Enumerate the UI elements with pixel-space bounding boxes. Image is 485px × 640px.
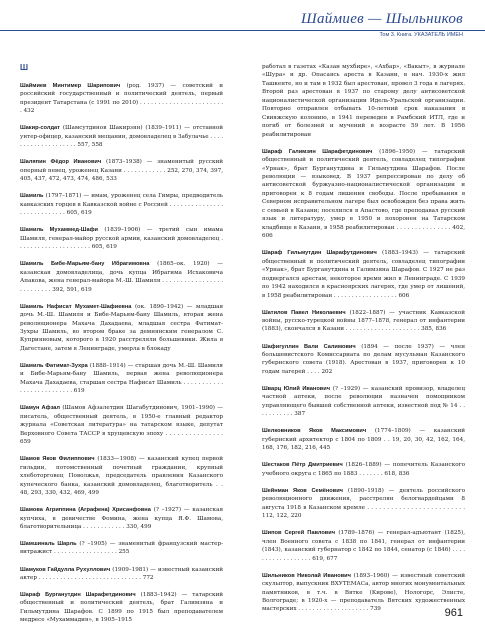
- index-column-left: [20, 63, 223, 633]
- entry-name: Шаймиев Минтимер Шарипович: [20, 83, 121, 89]
- header-subtitle: Том 3. Книга. УКАЗАТЕЛЬ ИМЕН: [379, 32, 463, 38]
- entry-name: Шакир-солдат: [20, 125, 60, 132]
- index-entry: [262, 309, 465, 334]
- entry-name: Шамиль Бибе-Марьям-бану Ибрагимовна: [20, 261, 150, 268]
- index-entry: [262, 63, 465, 139]
- entry-description: (1774–1809) — казанский губернский архитектор с 1804 по 1809 . . 19, 20, 30, 42, 162, 164, 168, 176, 182, 216, 445: [262, 428, 465, 452]
- index-entry: [262, 487, 465, 521]
- running-header: [0, 7, 485, 45]
- index-entry: [262, 385, 465, 419]
- entry-description: (Шамов Афзалетдин Шагабутдинович, 1901–1990) — писатель, общественный деятель, в 1950-е главный редактор журнала «Советская литература» на татарском языке, депутат Верховного Совета ТАССР в хрущевскую эпоху . . . . . . . . . . . . . . . 659: [20, 405, 223, 446]
- entry-description: (Шамсутдинов Шакирзян) (1839–1911) — отставной унтер-офицер, казанский мещанин, домовладелец в Забулачье . . . . . . . . . . . . . . . . . . . . 557, 558: [20, 125, 223, 149]
- entry-description: (1833—1908) — казанский купец первой гильдии, потомственный почетный гражданин, крупный хлеботорговец Поволжья, председатель правления Казанского купеческого банка, казанский домовладелец, благотворитель . . 48, 293, 330, 432, 469, 499: [20, 456, 223, 497]
- index-entry: [262, 427, 465, 452]
- entry-description: (1890–1918) — деятель российского революционного движения, расстрелян белогвардейцами 8 августа 1918 в Казанском кремле . . . . . . . . . . . . . . . . . . . . . . . . . 112, 122, 220: [262, 487, 465, 520]
- index-entry: [20, 158, 223, 183]
- index-entry: [20, 566, 223, 583]
- entry-description: (1789–1876) — генерал-адъютант (1825), член Военного совета с 1838 по 1841, генерал от инфантерии (1843), казанский губернатор с 1842 по 1844, сенатор (с 1846) . . . . . . . . . . . . . . . . . . 619, 677: [262, 530, 465, 562]
- index-entry: [20, 226, 223, 251]
- entry-name: Шараф Галимзян Шарафетдинович: [262, 148, 373, 155]
- index-entry: [262, 529, 465, 563]
- entry-name: Шамов Яков Филиппович: [20, 456, 95, 463]
- entry-name: Шипов Сергей Павлович: [262, 530, 336, 537]
- header-rule: [0, 30, 485, 31]
- index-entry: [262, 148, 465, 241]
- entry-description: (1822–1887) — участник Кавказской войны, русско-турецкой войны 1877–1878, генерал от инфантерии (1883), скончался в Казани . . . . . . . . . . . . . . . . . . . . . 385, 836: [262, 309, 465, 333]
- entry-description: (1865–ок. 1920) — казанская домовладелица, дочь купца Ибрагима Исхаковича Апакова, жена генерал-майора М.-Ш. Шамиля . . . . . . . . . . . . . . . . . . . . . . . . . . 392, 591, 619: [20, 261, 223, 293]
- entry-description: (1893–1960) — известный советский скульптор, выпускник ВХУТЕМАСа, автор многих монументальных памятников, в т.ч. в Вятке (Кирове), Нологорс, Элисте, Волгограде; в 1920-х — преподаватель Вятских художественных мастерских . . . . . . . . . . . . . . . . . . . . 739: [262, 572, 465, 613]
- entry-name: Шамуков Гайдулла Рухуллович: [20, 566, 111, 573]
- entry-name: Шестаков Пётр Дмитриевич: [262, 462, 343, 469]
- entry-description: (1883–1943) — татарский общественный и политический деятель, совладелец типографии «Урнак», брат Бурганутдина и Галимзяна Шарафов. С 1927 не раз подвергался арестам, некоторое время жил в Ленинграде. С 1939 по 1942 находился в красноярских лагерях, где умер от лишений, в 1958 реабилитирован . . . . . . . . . . . . . . . . . . 606: [262, 250, 466, 299]
- entry-name: Шамиль Фатимат-Зухра: [20, 362, 88, 369]
- entry-description: (ок. 1890–1942) — младшая дочь М.-Ш. Шамиля и Бибе-Марьям-бану Шамиль, вторая жена революционера Махача Дахадаева, младшая сестра Фатимат-Зухры Шамиль, во втором браке за демнянским генералом С. Куприяновым, которого в 1920 расстреляли большевики. Жила в Дагестане, затем в Ленинграде, умерла в блокаду: [20, 303, 224, 352]
- index-entry: [20, 455, 223, 497]
- entry-description: (1894 — после 1937) — член большевистского Комиссариата по делам мусульман Казанского губернского совета (1918). Арестован в 1937, приговорен к 10 годам лагерей . . . . 202: [262, 343, 465, 375]
- entry-description: (1888–1914) — старшая дочь М.-Ш. Шамиля и Бибе-Марьям-бану Шамиль, первая жена революционера Махача Дахадаева, старшая сестра Нафисат Шамиль . . . . . . . . . . . . . . . . . . . . . . . . . . 619: [20, 362, 223, 395]
- index-entry: [20, 192, 223, 217]
- entry-name: Шамиль Мухаммед-Шафи: [20, 227, 99, 234]
- entry-name: Шейнман Яков Семёнович: [262, 487, 343, 494]
- index-entry: [20, 124, 223, 149]
- index-entry: [262, 343, 465, 377]
- entry-name: Шамун Афзал: [20, 405, 61, 412]
- entry-description: (? –1905) — знаменитый французский мастер-витражист . . . . . . . . . . . . . . . . . . 255: [20, 541, 223, 556]
- entry-description: (род. 1937) — советский и российский государственный и политический деятель, первый президент Татарстана (с 1991 по 2010) . . . . . . . . . . . . . . . . . . . . . . . . 432: [20, 83, 223, 115]
- index-entry: [20, 591, 223, 625]
- entry-description: (1896–1950) — татарский общественный и политический деятель, совладелец типографии «Урнак», брат Бурганутдина и Гильмутдина Шарафов. После революции — языковед. В 1937 репрессирован по делу об антисоветской буржуазно-националистической организации и приговорен к 8 годам лишения свободы. После пребывания в Северном исправительном лагере был освобожден без права жить с семьей в Казани; поселился в Апастово, где преподавал русский язык и литературу, умер в 1950 и похоронен на Татарском кладбище в Казани, в 1958 реабилитирован . . . . . . . . . . . . . . . 402, 606: [262, 148, 466, 240]
- index-entry: [20, 362, 223, 396]
- entry-description: (? –1927) — казанская купчиха, в девичестве Фомина, жена купца Я.Ф. Шамова, благотворительница . . . . . . . . . . . . 330, 499: [20, 507, 224, 530]
- entry-description: (1873–1938) — знаменитый русский оперный певец, уроженец Казани . . . . . . . . . . . . 252, 270, 374, 397, 405, 437, 472, 473, 474, 486, 533: [20, 159, 223, 183]
- entry-description: (? –1929) — казанский провизор, владелец частной аптеки, после революции назначен помощником управляющего бывшей собственной аптеки, известной под № 14 . . . . . . . . . . . 387: [262, 385, 465, 418]
- index-entry: [20, 303, 223, 354]
- page-number: 961: [444, 607, 463, 619]
- index-entry: [20, 506, 223, 531]
- entry-name: Шварц Юлий Иванович: [262, 385, 330, 392]
- entry-name: Шафигуллин Вали Салимович: [262, 343, 356, 350]
- entry-description: (1797–1871) — имам, уроженец села Гимры, предводитель кавказских горцев в Кавказской войне с Россией . . . . . . . . . . . . . . . . . . . . . . . . . . . . 605, 619: [20, 193, 223, 217]
- entry-description: (1883–1942) — татарский общественный и политический деятель, брат Галимзяна и Гильмутдина Шарафов. С 1899 по 1915 был преподавателем медресе «Мухаммадия», в 1905–1915: [20, 592, 223, 624]
- index-entry: [262, 249, 465, 300]
- index-entry: [262, 461, 465, 478]
- section-letter: Ш: [20, 63, 29, 72]
- entry-name: Шамшиналь Шарль: [20, 541, 77, 548]
- entry-name: Шелковников Яков Максимович: [262, 428, 367, 435]
- entry-description: работал в газетах «Казан мухбире», «Ахбар», «Вакыт», в журнале «Шура» и др. Опасаясь ареста в Казани, в нач. 1930-х жил Ташкенте, но и там в 1932 был арестован, провел 3 года в лагерях. Второй раз арестован в 1937 по старому делу антисоветской националистической организации Идель-Уральской организации. Повторно отправлен отбывать 10-летний срок наказания в Свияжскую колонию, в 1941 переведен в Рамбский ИТЛ, где и погиб от болезней и мучений в возрасте 59 лет. В 1956 реабилитирован: [262, 64, 465, 138]
- entry-name: Шатилов Павел Николаевич: [262, 309, 346, 316]
- entry-name: Шараф Гильмутдин Шарафутдинович: [262, 250, 377, 257]
- index-entry: [262, 572, 465, 614]
- entry-name: Шараф Бурганутдин Шарафетдинович: [20, 592, 136, 599]
- entry-description: (1826–1889) — попечитель Казанского учебного округа с 1865 по 1883 . . . . . . . 618, 836: [262, 462, 465, 477]
- entry-name: Шамиль: [20, 193, 44, 200]
- index-column-right: [262, 63, 465, 622]
- index-entry: [20, 540, 223, 557]
- header-title: Шаймиев — Шыльников: [301, 11, 463, 27]
- index-entry: [20, 82, 223, 116]
- entry-name: Шамиль Нафисат Мухамет-Шафиевна: [20, 303, 132, 310]
- index-entry: [20, 404, 223, 446]
- entry-name: Шаляпин Фёдор Иванович: [20, 159, 102, 166]
- entry-description: (1909–1981) — известный казанский актер . . . . . . . . . . . . . . . . . . . . . . . . . . . . . 772: [20, 566, 223, 581]
- entry-description: (1839–1906) — третий сын имама Шамиля, генерал-майор русской армии, казанский домовладелец . . . . . . . . . . . . . . . . . . . . . 605, 619: [20, 227, 223, 251]
- entry-name: Шильников Николай Иванович: [262, 572, 351, 579]
- entry-name: Шамова Агриппина (Аграфена) Хрисанфовна: [20, 507, 151, 514]
- index-entry: [20, 260, 223, 294]
